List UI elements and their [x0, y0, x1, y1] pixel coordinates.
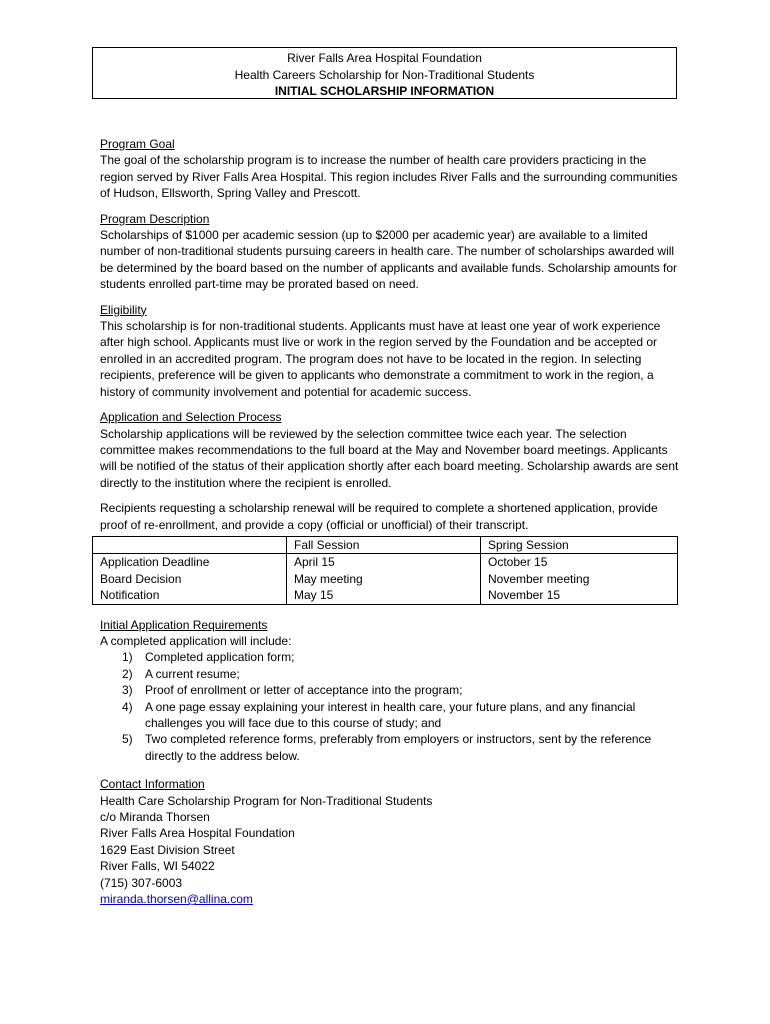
contact-org: River Falls Area Hospital Foundation — [100, 826, 295, 841]
table-spring-cell — [481, 554, 678, 604]
list-item — [100, 731, 680, 764]
header-box — [92, 47, 677, 99]
list-item — [100, 682, 680, 698]
contact-street: 1629 East Division Street — [100, 842, 235, 857]
requirements-list — [100, 649, 680, 764]
contact-city: River Falls, WI 54022 — [100, 859, 215, 874]
list-item-text: Proof of enrollment or letter of acceptance into the program; — [145, 683, 463, 698]
spring-deadline: October 15 — [488, 555, 548, 570]
section-contact — [100, 776, 680, 907]
spring-board-decision: November meeting — [488, 571, 590, 586]
section-requirements — [100, 617, 680, 765]
spring-notification: November 15 — [488, 588, 561, 603]
eligibility-text: This scholarship is for non-traditional students. Applicants must have at least one year of work experience after high school. Applicants must live or work in the region served by the Foundation and be accepted or enrolled in an accredited program. The program does not have to be located in the region. In selecting recipients, preference will be given to applicants who demonstrate a commitment to work in the region, a history of community involvement and potential for academic success. — [100, 319, 661, 399]
header-title: INITIAL SCHOLARSHIP INFORMATION — [274, 84, 495, 98]
eligibility-title: Eligibility — [100, 302, 147, 317]
table-row — [93, 554, 678, 604]
list-item-number: 3) — [122, 683, 133, 698]
list-item — [100, 699, 680, 732]
contact-person: c/o Miranda Thorsen — [100, 810, 210, 825]
list-item-number: 4) — [122, 699, 133, 714]
header-program: Health Careers Scholarship for Non-Traditional Students — [234, 67, 535, 82]
section-eligibility — [100, 302, 680, 400]
list-item — [100, 649, 680, 665]
application-process-text: Scholarship applications will be reviewed by the selection committee twice each year. The selection committee makes recommendations to the full board at the May and November board meetings. Applicants will be notified of the status of their application shortly after each board meeting. Scholarship awards are sent directly to the institution where the recipient is enrolled. — [100, 426, 679, 490]
section-application-process — [100, 409, 680, 533]
section-program-description — [100, 211, 680, 293]
header-org: River Falls Area Hospital Foundation — [287, 51, 482, 65]
list-item-text: Two completed reference forms, preferably from employers or instructors, sent by the reference directly to the address below. — [145, 732, 652, 763]
program-goal-title: Program Goal — [100, 137, 175, 151]
label-board-decision: Board Decision — [100, 571, 182, 586]
requirements-intro: A completed application will include: — [100, 633, 292, 648]
label-notification: Notification — [100, 588, 160, 603]
table-row — [93, 536, 678, 553]
contact-phone: (715) 307-6003 — [100, 875, 183, 890]
table-header-cell: Fall Session — [287, 536, 481, 553]
application-process-title: Application and Selection Process — [100, 410, 282, 425]
fall-notification: May 15 — [294, 588, 334, 603]
program-description-title: Program Description — [100, 211, 210, 226]
fall-deadline: April 15 — [294, 555, 335, 570]
requirements-title: Initial Application Requirements — [100, 617, 268, 632]
contact-program: Health Care Scholarship Program for Non-Traditional Students — [100, 793, 433, 808]
list-item-text: A one page essay explaining your interest in health care, your future plans, and any financial challenges you will face due to this course of study; and — [145, 699, 636, 730]
list-item-text: A current resume; — [145, 666, 240, 681]
renewal-text: Recipients requesting a scholarship renewal will be required to complete a shortened application, provide proof of re-enrollment, and provide a copy (official or unofficial) of their transcript. — [100, 501, 658, 532]
schedule-table — [92, 536, 678, 605]
section-program-goal — [100, 136, 680, 202]
fall-board-decision: May meeting — [294, 571, 363, 586]
program-goal-text: The goal of the scholarship program is to increase the number of health care providers practicing in the region served by River Falls Area Hospital. This region includes River Falls and the surrounding communities of Hudson, Ellsworth, Spring Valley and Prescott. — [100, 153, 678, 201]
program-description-text: Scholarships of $1000 per academic session (up to $2000 per academic year) are available to a limited number of non-traditional students pursuing careers in health care. The number of scholarships awarded will be determined by the board based on the number of applicants and available funds. Scholarship amounts for students enrolled part-time may be prorated based on need. — [100, 228, 678, 292]
contact-title: Contact Information — [100, 777, 205, 792]
table-fall-cell — [287, 554, 481, 604]
list-item-number: 5) — [122, 732, 133, 747]
table-header-cell: Spring Session — [481, 536, 678, 553]
list-item-number: 2) — [122, 666, 133, 681]
table-label-cell — [93, 554, 287, 604]
label-application-deadline: Application Deadline — [100, 555, 210, 570]
list-item-number: 1) — [122, 650, 133, 665]
document-body — [100, 136, 680, 907]
list-item-text: Completed application form; — [145, 650, 295, 665]
list-item — [100, 666, 680, 682]
table-header-cell — [93, 536, 287, 553]
contact-email-link[interactable]: miranda.thorsen@allina.com — [100, 892, 253, 907]
